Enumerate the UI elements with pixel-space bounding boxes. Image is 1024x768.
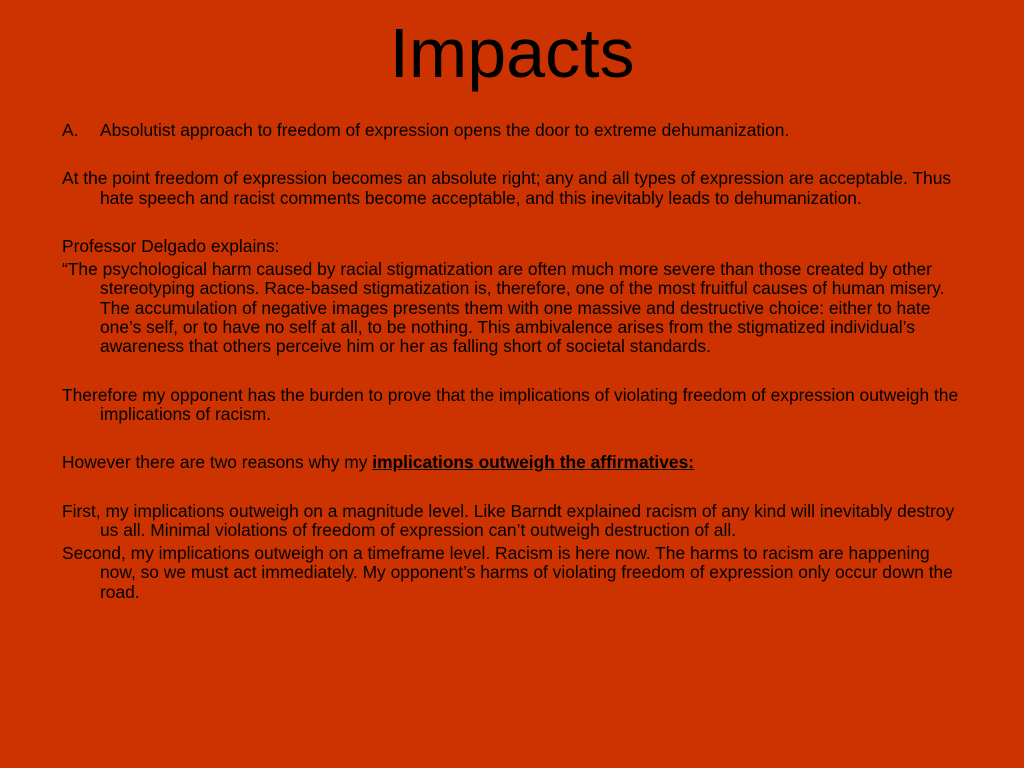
slide-body [62,121,962,602]
two-reasons-emphasis: implications outweigh the affirmatives: [372,452,695,473]
absolute-right-paragraph: At the point freedom of expression becomes an absolute right; any and all types of expression are acceptable. Thus hate speech and racist comments become acceptable, and this inevitably leads to dehumanization. [62,168,952,208]
point-a-text: Absolutist approach to freedom of expression opens the door to extreme dehumanization. [100,120,790,140]
two-reasons-paragraph [62,453,962,472]
burden-paragraph: Therefore my opponent has the burden to prove that the implications of violating freedom of expression outweigh the implications of racism. [62,384,959,424]
magnitude-paragraph: First, my implications outweigh on a magnitude level. Like Barndt explained racism of any kind will inevitably destroy us all. Minimal violations of freedom of expression can’t outweigh destruction of all. [62,500,955,540]
two-reasons-lead: However there are two reasons why my [62,452,373,473]
slide-title: Impacts [389,14,635,92]
delgado-intro: Professor Delgado explains: [62,235,280,256]
timeframe-paragraph: Second, my implications outweigh on a timeframe level. Racism is here now. The harms to racism are happening now, so we must act immediately. My opponent’s harms of violating freedom of expression only occur down the road. [62,543,953,602]
point-a [62,121,962,140]
delgado-quote: “The psychological harm caused by racial stigmatization are often much more severe than those created by other stereotyping actions. Race-based stigmatization is, therefore, one of the most fruitful causes of human misery. The accumulation of negative images presents them with one massive and destructive choice: either to hate one’s self, or to have no self at all, to be nothing. This ambivalence arises from the stigmatized individual’s awareness that others perceive him or her as falling short of societal standards. [62,259,945,357]
point-a-marker: A. [62,120,79,140]
